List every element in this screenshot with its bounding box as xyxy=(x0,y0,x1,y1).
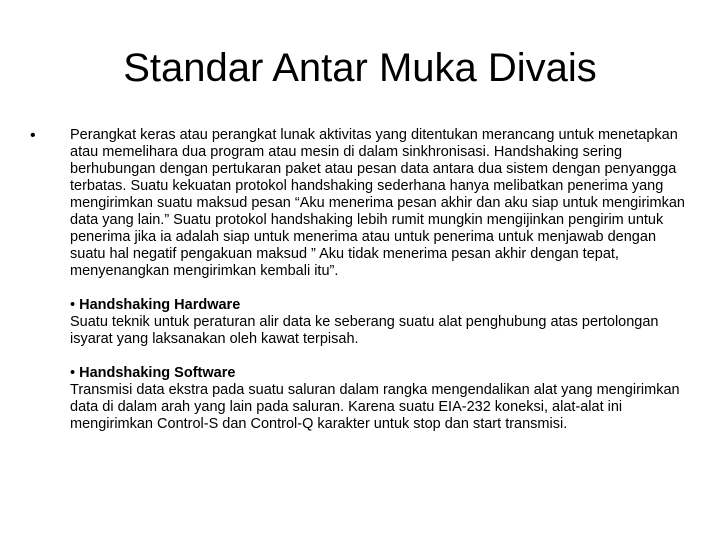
section-heading-label: Handshaking Hardware xyxy=(79,297,241,313)
bullet-icon: • xyxy=(70,297,76,313)
section-text: Suatu teknik untuk peraturan alir data ke seberang suatu alat penghubung atas pertolongan isyarat yang laksanakan oleh kawat terpisah. xyxy=(70,314,659,347)
slide-body xyxy=(70,127,690,433)
intro-paragraph: Perangkat keras atau perangkat lunak aktivitas yang ditentukan merancang untuk menetapkan atau memelihara dua program atau mesin di dalam sinkhronisasi. Handshaking sering berhubungan dengan pertukaran paket atau pesan data antara dua sistem dengan penyangga terbatas. Suatu kekuatan protokol handshaking sederhana hanya melibatkan penerima yang mengirimkan suatu maksud pesan “Aku menerima pesan akhir dan aku siap untuk mengirimkan data yang lain.” Suatu protokol handshaking lebih rumit mungkin mengijinkan pengirim untuk penerima jika ia adalah siap untuk menerima atau untuk penerima untuk menjawab dengan suatu hal negatif pengakuan maksud ” Aku tidak menerima pesan akhir dengan tepat, menyenangkan mengirimkan kembali itu”. xyxy=(70,127,685,279)
section-heading-label: Handshaking Software xyxy=(79,365,236,381)
section-heading xyxy=(70,365,690,382)
bullet-icon: • xyxy=(70,365,76,381)
section-heading xyxy=(70,297,690,314)
slide-title: Standar Antar Muka Divais xyxy=(123,46,597,90)
section-software xyxy=(70,365,690,433)
section-text: Transmisi data ekstra pada suatu saluran dalam rangka mengendalikan alat yang mengirimkan data di dalam arah yang lain pada saluran. Karena suatu EIA-232 koneksi, alat-alat ini mengirimkan Control-S dan Control-Q karakter untuk stop dan start transmisi. xyxy=(70,382,680,432)
bullet-icon: • xyxy=(30,127,36,144)
section-hardware xyxy=(70,297,690,348)
